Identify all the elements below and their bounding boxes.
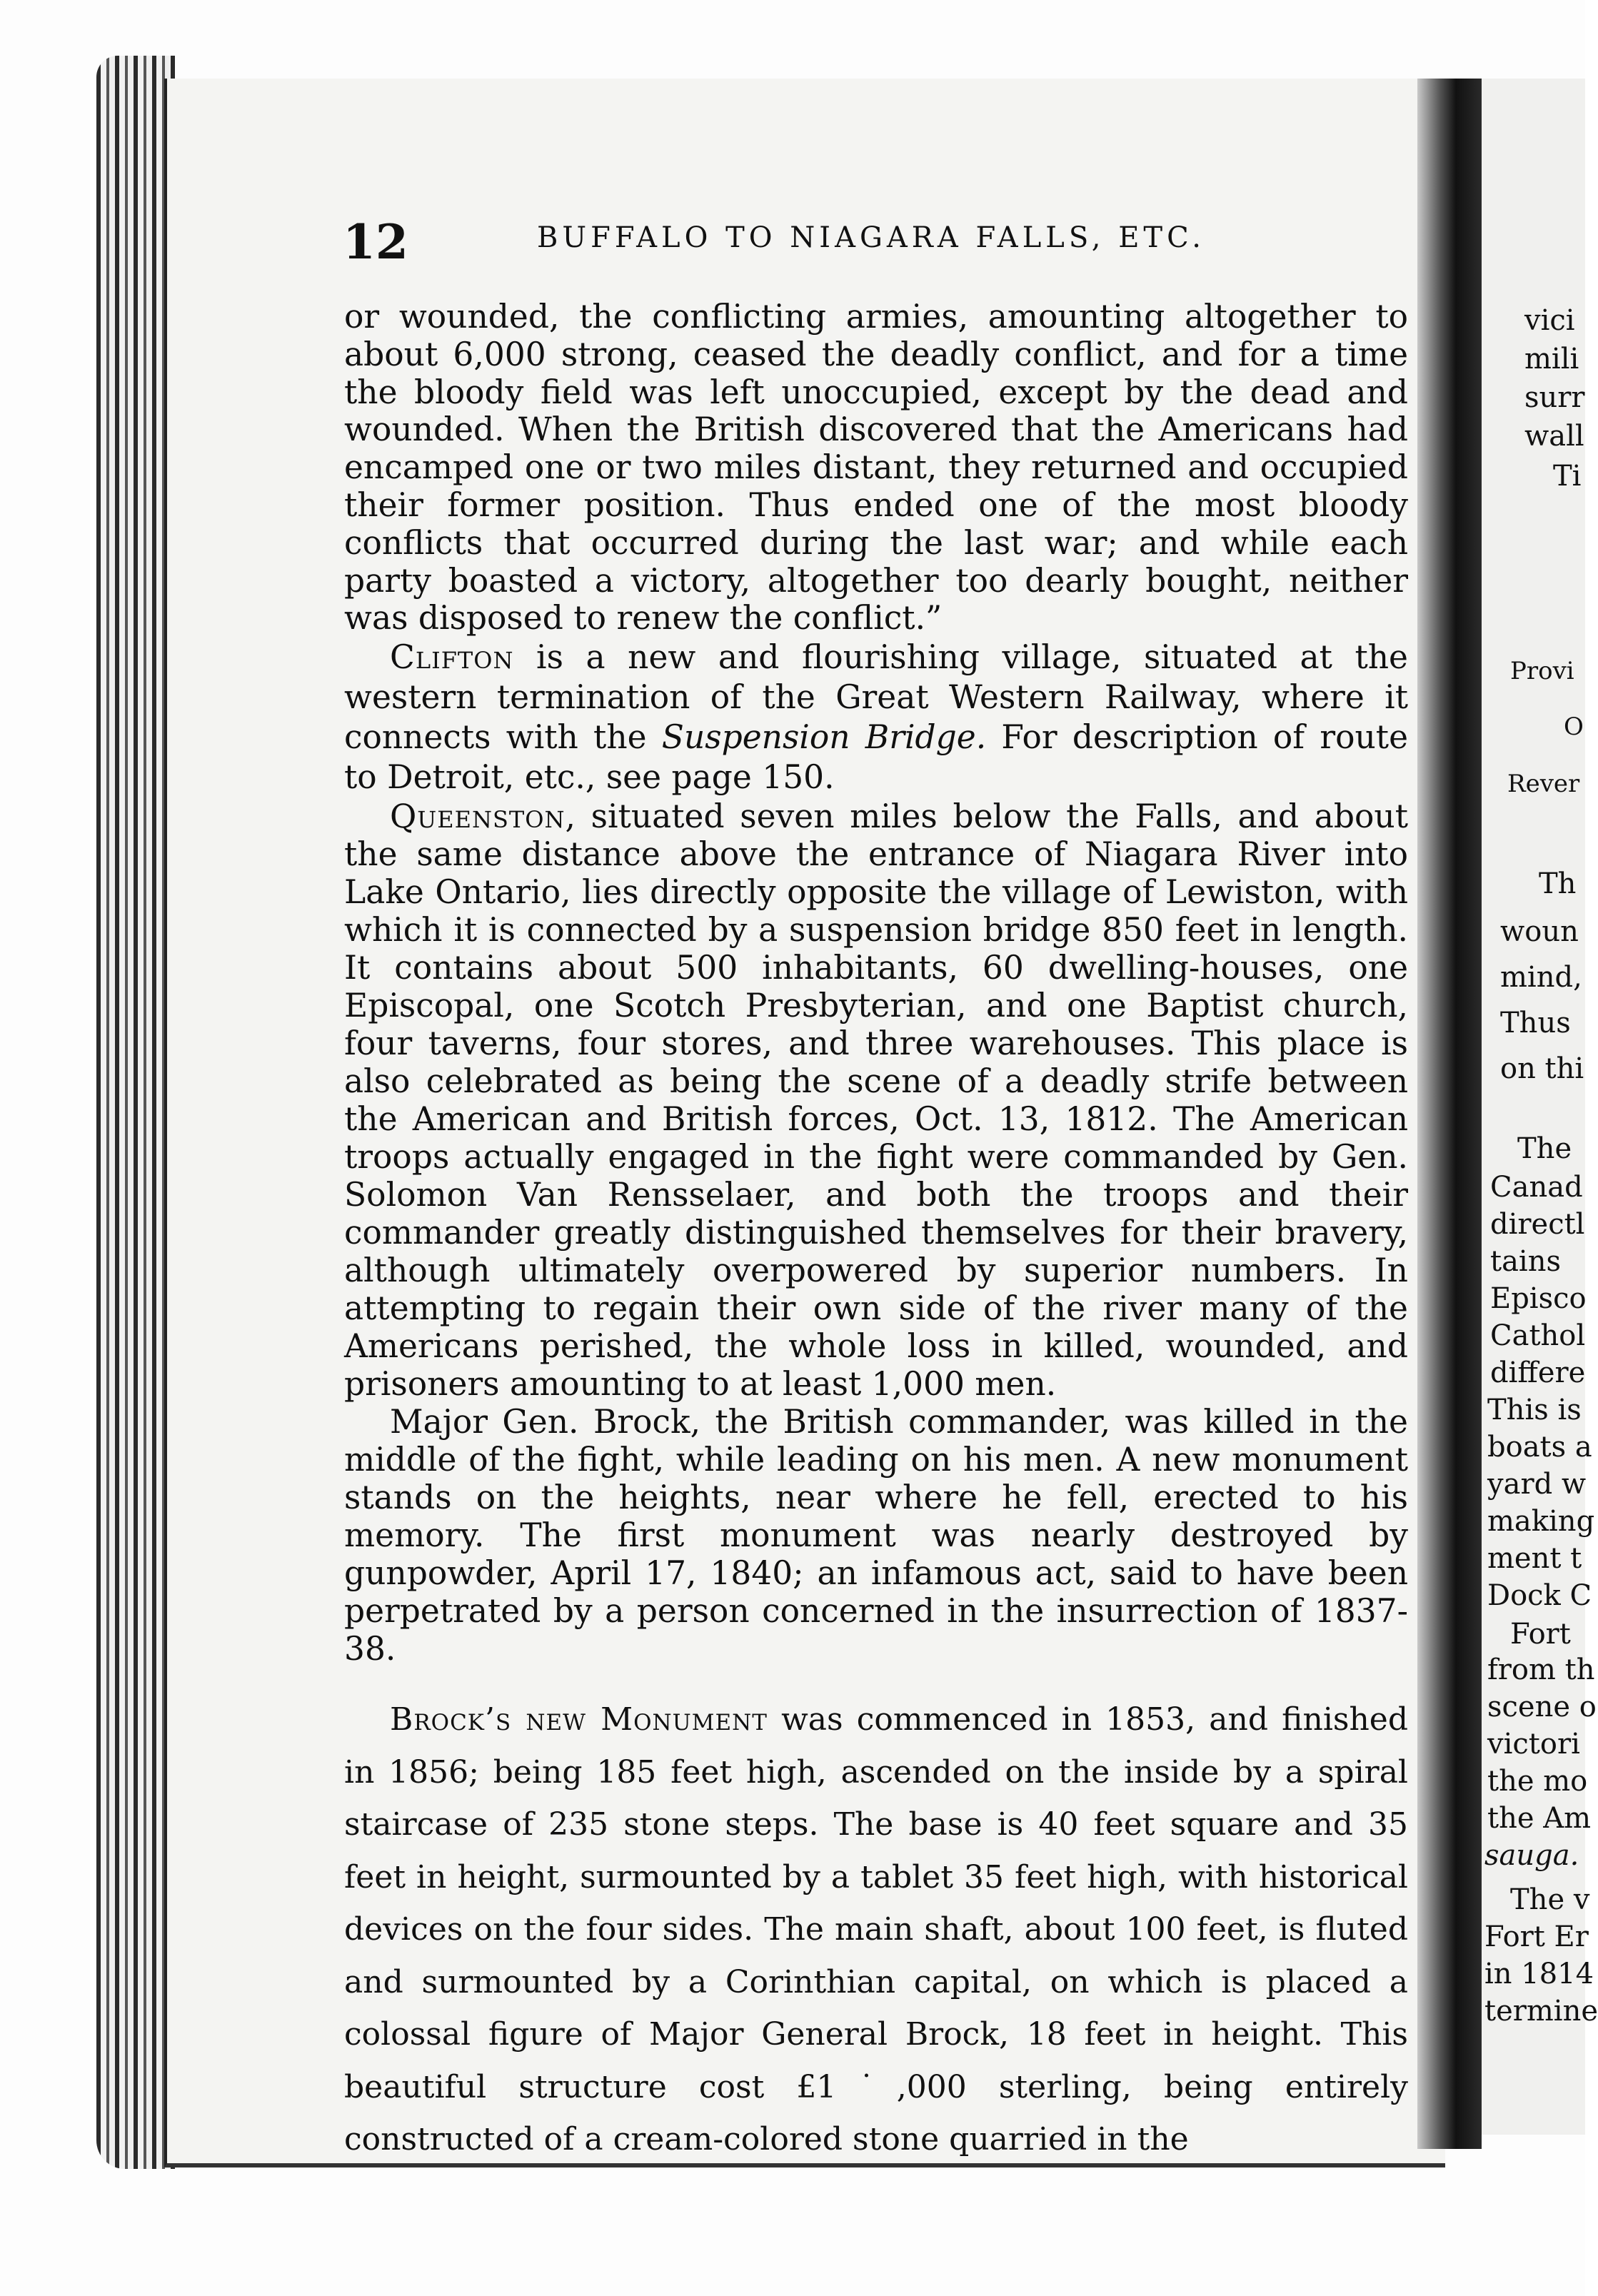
- facing-fragment: vici: [1524, 304, 1575, 337]
- facing-fragment: scene o: [1487, 1691, 1597, 1723]
- facing-fragment: Cathol: [1490, 1319, 1586, 1352]
- paragraph-brock: Major Gen. Brock, the British commander, was killed in the middle of the fight, while leading on his men. A new monument stands on the heights, near where he fell, erected to his memory. The first monument was nearly destroyed by gunpowder, April 17, 1840; an infamous act, said to have been perpetrated by a person concerned in the insurrection of 1837-38.: [344, 1403, 1408, 1668]
- facing-fragment: mind,: [1500, 961, 1582, 994]
- facing-fragment: from th: [1487, 1653, 1595, 1686]
- clifton-heading: Clifton: [390, 638, 514, 677]
- book-gutter: [1417, 79, 1482, 2149]
- page-header: [343, 214, 1414, 271]
- facing-fragment: in 1814: [1484, 1958, 1594, 1990]
- queenston-text: , situated seven miles below the Falls, and about the same distance above the entrance of Niagara River into Lake Ontario, lies directly opposite the village of Lewiston, with which it is connected by a suspension bridge 850 feet in length. It contains about 500 inhabitants, 60 dwelling-houses, one Episcopal, one Scotch Presbyterian, and one Baptist church, four taverns, four stores, and three warehouses. This place is also celebrated as being the scene of a deadly strife between the American and British forces, Oct. 13, 1812. The American troops actually engaged in the fight were commanded by Gen. Solomon Van Rensselaer, and both the troops and their commander greatly distinguished themselves for their bravery, although ultimately overpowered by superior numbers. In attempting to regain their own side of the river many of the Americans perished, the whole loss in killed, wounded, and prisoners amounting to at least 1,000 men.: [344, 797, 1408, 1404]
- paragraph-queenston: [344, 797, 1408, 1403]
- facing-fragment: yard w: [1487, 1468, 1587, 1501]
- facing-fragment: O: [1564, 713, 1584, 741]
- paragraph-brock-monument: [344, 1693, 1408, 2166]
- facing-fragment: Episco: [1490, 1282, 1587, 1315]
- facing-fragment: Ti: [1553, 460, 1582, 493]
- facing-fragment: wall: [1524, 420, 1584, 453]
- facing-fragment: The v: [1510, 1883, 1590, 1916]
- page-number: 12: [343, 214, 408, 270]
- facing-fragment: boats a: [1487, 1431, 1592, 1464]
- suspension-bridge-italic: Suspension Bridge.: [661, 718, 987, 757]
- facing-fragment: Provi: [1510, 657, 1574, 685]
- facing-page: [1482, 79, 1598, 2135]
- facing-fragment: surr: [1524, 381, 1585, 414]
- facing-fragment: ment t: [1487, 1542, 1582, 1575]
- facing-fragment: directl: [1490, 1208, 1585, 1241]
- facing-fragment: Fort: [1510, 1618, 1571, 1651]
- paragraph-clifton: [344, 638, 1408, 797]
- facing-fragment: This is: [1487, 1394, 1582, 1426]
- facing-fragment: The: [1517, 1132, 1572, 1165]
- facing-fragment: Rever: [1507, 770, 1580, 798]
- facing-fragment: Th: [1539, 867, 1577, 900]
- facing-fragment: Fort Er: [1484, 1920, 1589, 1953]
- facing-fragment: tains: [1490, 1245, 1562, 1278]
- facing-fragment: differe: [1490, 1356, 1586, 1389]
- facing-fragment: on thi: [1500, 1052, 1584, 1085]
- queenston-heading: Queenston: [390, 797, 566, 836]
- facing-fragment: Canad: [1490, 1171, 1583, 1204]
- facing-fragment: termine: [1484, 1995, 1598, 2028]
- facing-fragment: the mo: [1487, 1765, 1588, 1798]
- page-body: [344, 298, 1408, 2166]
- facing-fragment: the Am: [1487, 1802, 1592, 1835]
- paragraph-battle-end: or wounded, the conflicting armies, amounting altogether to about 6,000 strong, ceased the deadly conflict, and for a time the bloody field was left unoccupied, except by the dead and wounded. When the British discovered that the Americans had encamped one or two miles distant, they returned and occupied their former position. Thus ended one of the most bloody conflicts that occurred during the last war; and while each party boasted a victory, altogether too dearly bought, neither was disposed to renew the conflict.”: [344, 298, 1408, 638]
- clifton-text-a: is a new and flourishing village, situated at the western termination of the Great Western Railway, where it connects with the: [344, 638, 1408, 757]
- monument-heading: Brock’s new Monument: [390, 1701, 768, 1738]
- clifton-text-b: For description of route to Detroit, etc., see page 150.: [344, 718, 1408, 797]
- facing-fragment: Dock C: [1487, 1579, 1592, 1612]
- running-title: BUFFALO TO NIAGARA FALLS, ETC.: [537, 221, 1205, 254]
- facing-fragment: victori: [1487, 1728, 1580, 1761]
- facing-fragment: woun: [1500, 915, 1579, 948]
- facing-fragment: making: [1487, 1505, 1595, 1538]
- facing-fragment: sauga.: [1484, 1839, 1579, 1872]
- facing-fragment: Thus: [1500, 1007, 1571, 1039]
- monument-text: was commenced in 1853, and finished in 1856; being 185 feet high, ascended on the inside by a spiral staircase of 235 stone steps. The base is 40 feet square and 35 feet in height, surmounted by a tablet 35 feet high, with historical devices on the four sides. The main shaft, about 100 feet, is fluted and surmounted by a Corinthian capital, on which is placed a colossal figure of Major General Brock, 18 feet in height. This beautiful structure cost £1˙,000 sterling, being entirely constructed of a cream-colored stone quarried in the: [344, 1701, 1409, 2158]
- facing-fragment: mili: [1524, 343, 1579, 376]
- book-page-edges: [96, 56, 175, 2169]
